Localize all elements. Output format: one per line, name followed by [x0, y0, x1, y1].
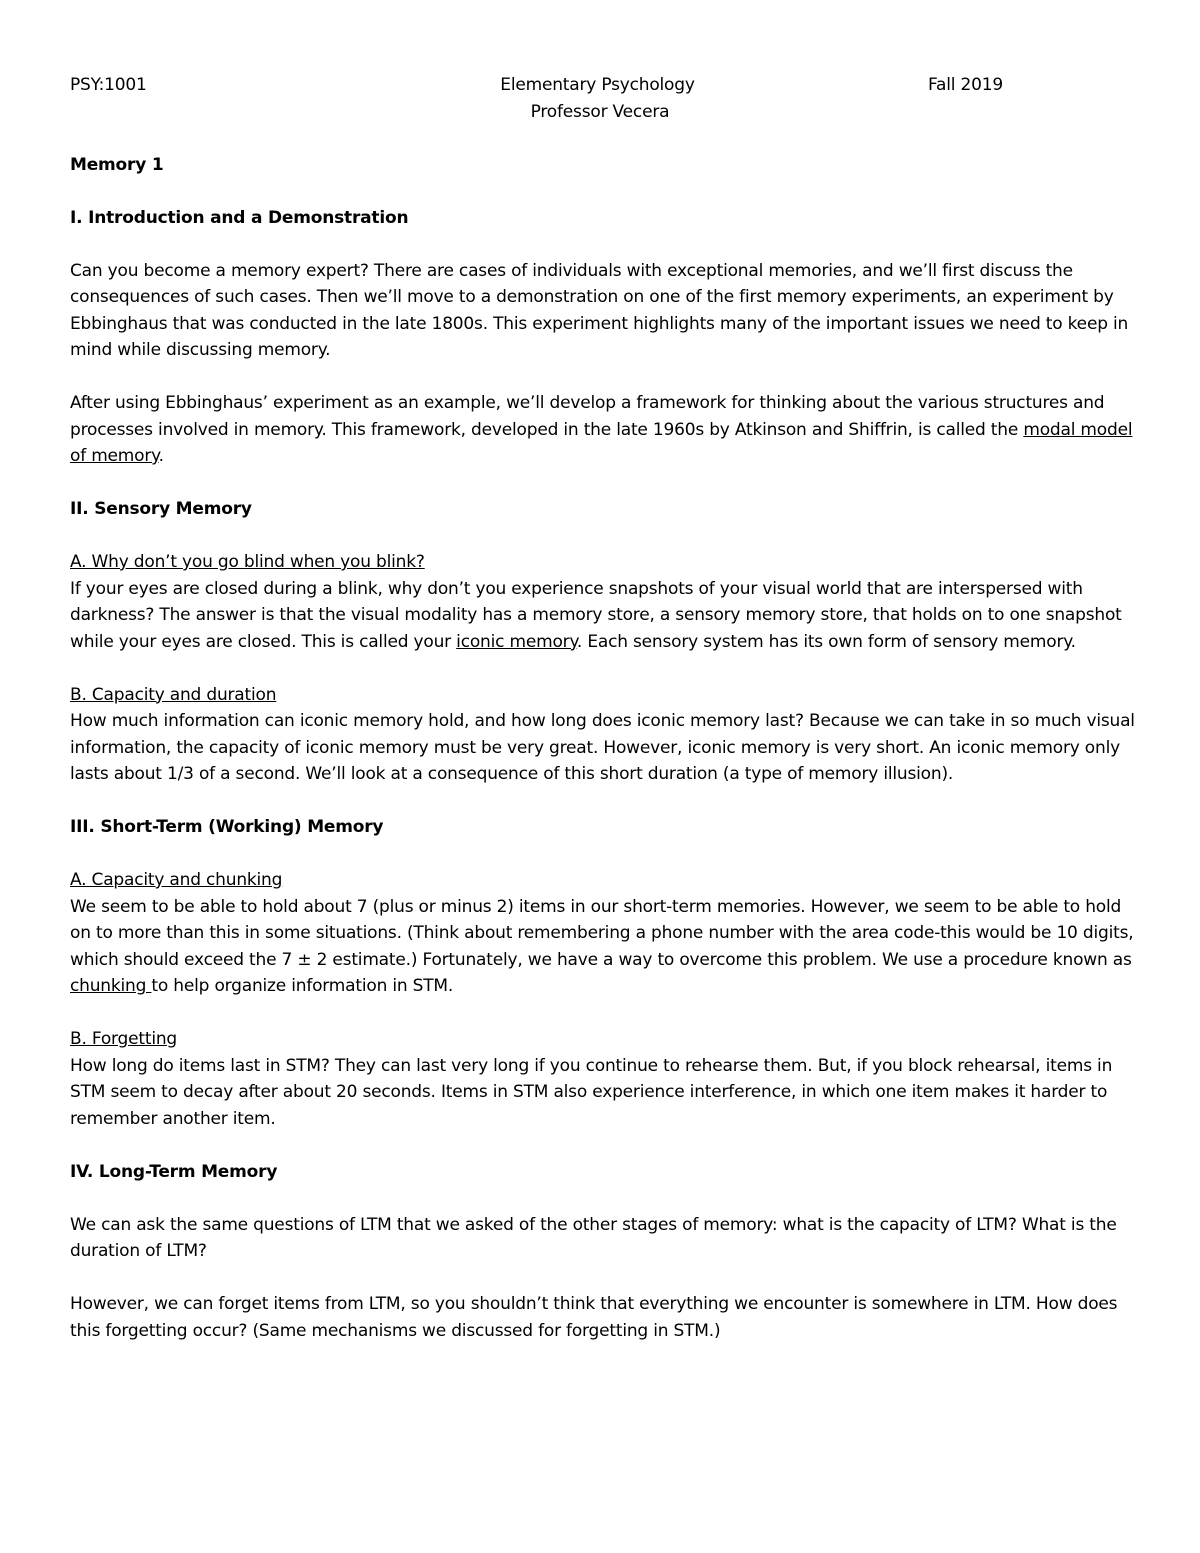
course-code: PSY:1001 — [70, 75, 147, 95]
section-3b-paragraph: How long do items last in STM? They can last very long if you continue to rehearse them. But, if you block rehearsal, items in STM seem to decay after about 20 seconds. Items in STM also experience interference, in which one item makes it harder to remember another item. — [70, 1055, 1113, 1129]
section-2-heading: II. Sensory Memory — [70, 499, 252, 519]
section-1-paragraph-1: Can you become a memory expert? There are cases of individuals with exceptional memories, and we’ll first discuss the consequences of such cases. Then we’ll move to a demonstration on one of the first memory experiments, an experiment by Ebbinghaus that was conducted in the late 1800s. This experiment highlights many of the important issues we need to keep in mind while discussing memory. — [70, 260, 1129, 360]
term-iconic-memory: iconic memory — [456, 631, 577, 652]
section-4-heading: IV. Long-Term Memory — [70, 1161, 278, 1182]
document-page — [70, 72, 1135, 1344]
section-3a-title: A. Capacity and chunking — [70, 870, 283, 890]
topic-title: Memory 1 — [70, 154, 164, 175]
section-3b-title: B. Forgetting — [70, 1029, 178, 1049]
term-modal-model: modal model of memory — [70, 419, 1133, 466]
instructor-name: Professor Vecera — [530, 101, 670, 122]
section-2a-title: A. Why don’t you go blind when you blink? — [70, 552, 425, 572]
section-2a-paragraph: If your eyes are closed during a blink, why don’t you experience snapshots of your visual world that are interspersed with darkness? The answer is that the visual modality has a memory store, a sensory memory store, that holds on to one snapshot while your eyes are closed. This is called your iconic memory. Each sensory system has its own form of sensory memory. — [70, 578, 1122, 652]
section-1-paragraph-2: After using Ebbinghaus’ experiment as an example, we’ll develop a framework for thinking about the various structures and processes involved in memory. This framework, developed in the late 1960s by Atkinson and Shiffrin, is called the modal model of memory. — [70, 393, 1133, 466]
section-2b-paragraph: How much information can iconic memory hold, and how long does iconic memory last? Because we can take in so much visual information, the capacity of iconic memory must be very great. However, iconic memory is very short. An iconic memory only lasts about 1/3 of a second. We’ll look at a consequence of this short duration (a type of memory illusion). — [70, 711, 1135, 784]
section-1-heading: I. Introduction and a Demonstration — [70, 207, 409, 228]
section-4-paragraph-2: However, we can forget items from LTM, so you shouldn’t think that everything we encounter is somewhere in LTM. How does this forgetting occur? (Same mechanisms we discussed for forgetting in STM.) — [70, 1294, 1118, 1341]
section-2b-title: B. Capacity and duration — [70, 684, 277, 705]
section-3-heading: III. Short-Term (Working) Memory — [70, 817, 384, 837]
section-4-paragraph-1: We can ask the same questions of LTM that we asked of the other stages of memory: what is the capacity of LTM? What is the duration of LTM? — [70, 1214, 1117, 1261]
course-title: Elementary Psychology — [500, 75, 695, 95]
course-term: Fall 2019 — [928, 75, 1003, 95]
section-3a-paragraph: We seem to be able to hold about 7 (plus or minus 2) items in our short-term memories. However, we seem to be able to hold on to more than this in some situations. (Think about remembering a phone number with the area code-this would be 10 digits, which should exceed the 7 ± 2 estimate.) Fortunately, we have a way to overcome this problem. We use a procedure known as chunking to help organize information in STM. — [70, 896, 1134, 996]
section-1-paragraph-2-text: After using Ebbinghaus’ experiment as an example, we’ll develop a framework for thinking about the various structures and processes involved in memory. This framework, developed in the late 1960s by Atkinson and Shiffrin, is called the — [70, 393, 1105, 440]
page-header — [70, 72, 1135, 99]
term-chunking: chunking — [70, 976, 152, 996]
